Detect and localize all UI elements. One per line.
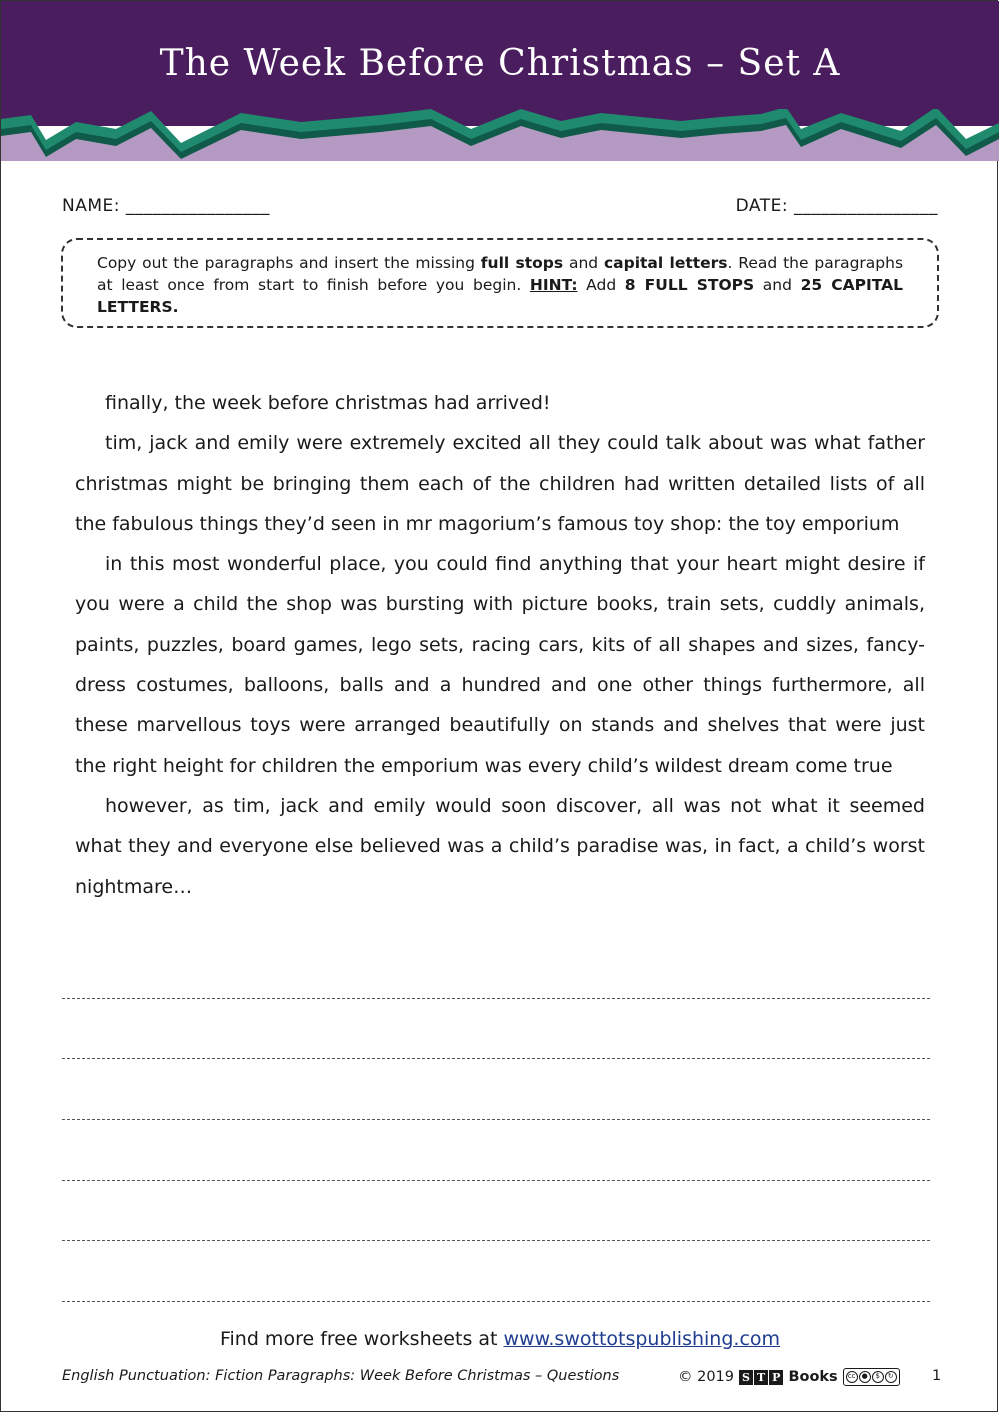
hint-label: HINT: [529,276,578,294]
writing-line[interactable] [62,1240,930,1241]
creative-commons-license-icon [843,1368,900,1386]
header-banner [1,1,999,161]
sa-icon: ↻ [885,1371,897,1383]
writing-line[interactable] [62,1058,930,1059]
writing-line[interactable] [62,1301,930,1302]
publisher-name: Books [788,1369,838,1385]
instructions-text: and [563,254,604,272]
instructions-text: and [754,276,801,294]
passage-paragraph: in this most wonderful place, you could find anything that your heart might desire if you were a child the shop was bursting with picture books, train sets, cuddly animals, paints, puzzles, board games, lego sets, racing cars, kits of all shapes and sizes, fancy-dress costumes, balloons, balls and a hundred and one other things furthermore, all these marvellous toys were arranged beautifully on stands and shelves that were just the right height for children the emporium was every child’s wildest dream come true [75,553,925,777]
website-link[interactable]: www.swottotspublishing.com [503,1328,781,1350]
copyright-text: © 2019 [678,1369,735,1385]
instructions-bold-capital-letters: capital letters [603,254,728,272]
page-number: 1 [932,1368,942,1384]
stp-logo-letter: P [769,1370,783,1385]
instructions-bold-capital-count: 25 CAPITAL LETTERS. [97,276,903,316]
instructions-box [61,238,939,328]
passage-paragraph: however, as tim, jack and emily would soon discover, all was not what it seemed what they and everyone else believed was a child’s paradise was, in fact, a child’s worst nightmare… [75,794,925,898]
passage-paragraph: finally, the week before christmas had arrived! [105,392,551,414]
instructions-text: Add [577,276,625,294]
footer-promo [0,1328,1000,1350]
stp-logo [739,1370,783,1385]
name-field-label[interactable]: NAME: ________________ [62,196,270,216]
footer-promo-text: Find more free worksheets at [219,1328,504,1350]
cc-icon: cc [846,1371,858,1383]
passage-paragraph: tim, jack and emily were extremely excited all they could talk about was what father christmas might be bringing them each of the children had written detailed lists of all the fabulous things they’d seen in mr magorium’s famous toy shop: the toy emporium [75,432,925,535]
by-icon: ● [859,1371,871,1383]
copyright-block [678,1368,900,1386]
footer-series-title: English Punctuation: Fiction Paragraphs: Week Before Christmas – Questions [62,1368,620,1384]
passage [75,383,925,907]
name-date-row [62,196,938,216]
page-title: The Week Before Christmas – Set A [159,43,841,84]
instructions-bold-full-stops-count: 8 FULL STOPS [624,276,755,294]
stp-logo-letter: S [739,1370,753,1385]
instructions-bold-full-stops: full stops [480,254,564,272]
instructions-text: Copy out the paragraphs and insert the missing [97,254,481,272]
nc-icon: $ [872,1371,884,1383]
writing-line[interactable] [62,998,930,999]
date-field-label[interactable]: DATE: ________________ [735,196,938,216]
writing-line[interactable] [62,1180,930,1181]
writing-line[interactable] [62,1119,930,1120]
instructions-text: . Read the paragraphs at least once from start to finish before you begin. [97,254,904,294]
stp-logo-letter: T [754,1370,768,1385]
